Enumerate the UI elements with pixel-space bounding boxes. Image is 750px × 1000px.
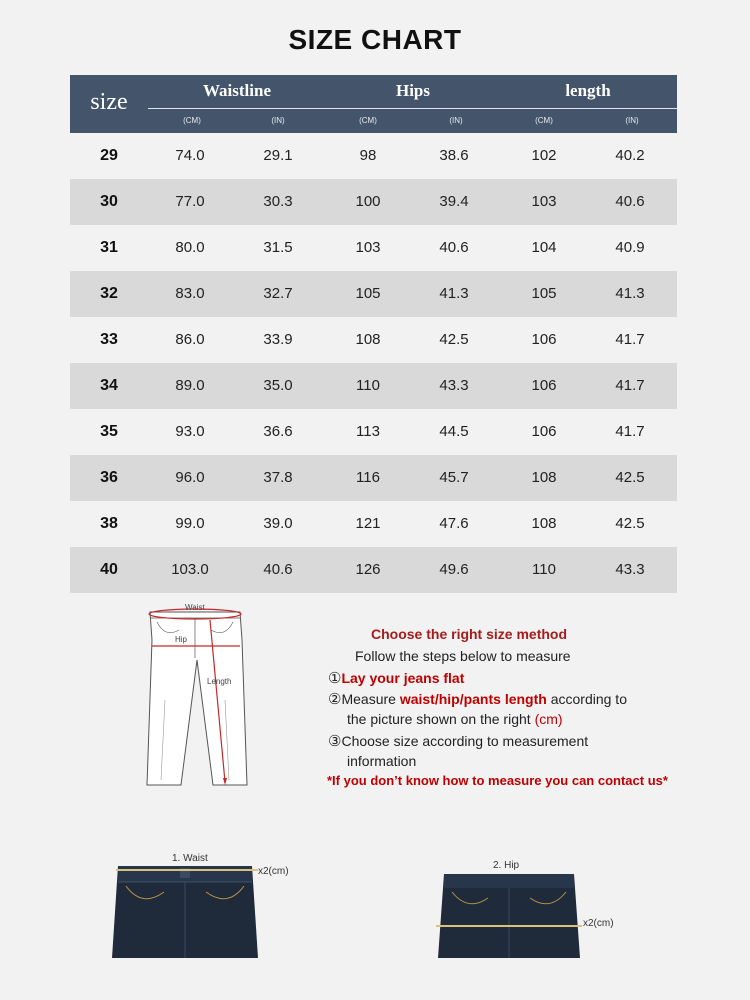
step-2-text-d: the picture shown on the right (347, 711, 535, 727)
contact-note: *If you don’t know how to measure you can contact us* (327, 773, 668, 788)
length-label: Length (207, 677, 232, 686)
jeans-hip-photo (436, 872, 582, 958)
step-2 (328, 690, 627, 708)
measure-cell: 44.5 (439, 423, 469, 440)
size-cell: 30 (100, 193, 118, 210)
measure-cell: 106 (531, 377, 557, 394)
measure-cell: 96.0 (175, 469, 205, 486)
unit-label: (IN) (625, 116, 639, 125)
size-cell: 29 (100, 147, 118, 164)
length-header: length (565, 81, 611, 100)
measure-cell: 43.3 (615, 561, 645, 578)
step-2-text-a: Measure (341, 691, 400, 707)
unit-label: (CM) (183, 116, 201, 125)
measure-cell: 103.0 (171, 561, 209, 578)
measure-cell: 33.9 (263, 331, 293, 348)
measure-cell: 40.6 (615, 193, 645, 210)
measure-cell: 104 (531, 239, 557, 256)
measure-cell: 113 (356, 423, 380, 440)
table-row (70, 225, 677, 271)
table-header (70, 75, 677, 133)
measure-cell: 41.7 (615, 423, 645, 440)
unit-label: (IN) (449, 116, 463, 125)
measure-cell: 40.6 (439, 239, 469, 256)
measure-cell: 126 (355, 561, 381, 578)
measure-cell: 80.0 (175, 239, 205, 256)
step-1-text: Lay your jeans flat (341, 670, 465, 686)
measure-cell: 102 (531, 147, 557, 164)
table-row (70, 179, 677, 225)
measure-cell: 38.6 (439, 147, 469, 164)
measure-cell: 106 (531, 331, 557, 348)
table-row (70, 133, 677, 179)
table-row (70, 363, 677, 409)
hip-photo-caption: 2. Hip (493, 860, 520, 871)
table-row (70, 409, 677, 455)
size-chart-table (70, 75, 677, 593)
measure-cell: 40.9 (615, 239, 645, 256)
header-divider (148, 108, 677, 109)
step-3-text-b: information (347, 753, 417, 769)
measure-cell: 40.6 (263, 561, 293, 578)
waist-photo-caption: 1. Waist (172, 853, 208, 864)
pants-measure-diagram (135, 600, 255, 795)
size-cell: 33 (100, 331, 118, 348)
measure-cell: 41.7 (615, 377, 645, 394)
measure-cell: 49.6 (439, 561, 469, 578)
table-row (70, 547, 677, 593)
measure-cell: 37.8 (263, 469, 293, 486)
measure-cell: 36.6 (263, 423, 293, 440)
hip-multiplier: x2(cm) (583, 918, 614, 929)
step-2-continued (347, 711, 563, 727)
unit-label: (IN) (271, 116, 285, 125)
jeans-waist-photo (112, 862, 258, 958)
measure-cell: 45.7 (439, 469, 469, 486)
table-row (70, 317, 677, 363)
step-1-number: ① (328, 670, 342, 687)
instructions-heading: Choose the right size method (371, 626, 568, 642)
unit-label: (CM) (359, 116, 377, 125)
size-cell: 36 (100, 469, 118, 486)
size-cell: 40 (100, 561, 118, 578)
table-row (70, 501, 677, 547)
size-cell: 32 (100, 285, 118, 302)
measure-cell: 105 (531, 285, 557, 302)
step-2-text-e: (cm) (534, 711, 563, 727)
measure-cell: 121 (355, 515, 381, 532)
size-cell: 38 (100, 515, 118, 532)
instructions-subheading: Follow the steps below to measure (355, 648, 571, 664)
measure-cell: 103 (531, 193, 557, 210)
measure-cell: 29.1 (263, 147, 293, 164)
measure-cell: 30.3 (263, 193, 293, 210)
measure-cell: 116 (356, 469, 380, 486)
measure-cell: 74.0 (175, 147, 205, 164)
measure-cell: 105 (355, 285, 381, 302)
page-title: SIZE CHART (288, 24, 462, 55)
measure-cell: 32.7 (263, 285, 293, 302)
measure-cell: 108 (355, 331, 381, 348)
measure-cell: 31.5 (263, 239, 293, 256)
waist-multiplier: x2(cm) (258, 866, 289, 877)
waistline-header: Waistline (202, 81, 271, 100)
measure-cell: 106 (531, 423, 557, 440)
measure-cell: 35.0 (263, 377, 293, 394)
size-cell: 34 (100, 377, 118, 394)
measure-cell: 41.7 (615, 331, 645, 348)
step-2-number: ② (328, 691, 342, 708)
step-1 (328, 669, 464, 687)
step-3-number: ③ (328, 733, 342, 750)
measure-cell: 108 (531, 469, 557, 486)
measure-cell: 39.0 (263, 515, 293, 532)
hip-label: Hip (175, 635, 188, 644)
hips-header: Hips (395, 81, 431, 100)
measure-cell: 47.6 (439, 515, 469, 532)
step-2-text-b: waist/hip/pants length (399, 691, 547, 707)
table-body (70, 133, 677, 593)
measure-cell: 99.0 (175, 515, 205, 532)
measure-cell: 41.3 (439, 285, 469, 302)
measure-cell: 40.2 (615, 147, 645, 164)
measure-cell: 110 (532, 561, 556, 578)
measure-cell: 41.3 (615, 285, 645, 302)
measure-cell: 39.4 (439, 193, 469, 210)
step-2-text-c: according to (546, 691, 627, 707)
measure-cell: 103 (355, 239, 381, 256)
measure-cell: 98 (359, 147, 377, 164)
table-row (70, 455, 677, 501)
measure-cell: 89.0 (175, 377, 205, 394)
step-3-text-a: Choose size according to measurement (341, 733, 589, 749)
measure-cell: 108 (531, 515, 557, 532)
measure-cell: 83.0 (175, 285, 205, 302)
size-column-header: size (90, 89, 128, 115)
measure-cell: 42.5 (615, 515, 645, 532)
size-cell: 31 (100, 239, 118, 256)
measure-cell: 43.3 (439, 377, 469, 394)
measure-cell: 86.0 (175, 331, 205, 348)
measure-cell: 42.5 (439, 331, 469, 348)
size-cell: 35 (100, 423, 118, 440)
measure-cell: 110 (356, 377, 380, 394)
waist-label: Waist (185, 603, 205, 612)
measure-cell: 42.5 (615, 469, 645, 486)
measure-cell: 77.0 (175, 193, 205, 210)
measure-cell: 100 (355, 193, 381, 210)
measure-cell: 93.0 (175, 423, 205, 440)
table-row (70, 271, 677, 317)
unit-label: (CM) (535, 116, 553, 125)
step-3 (328, 732, 588, 750)
